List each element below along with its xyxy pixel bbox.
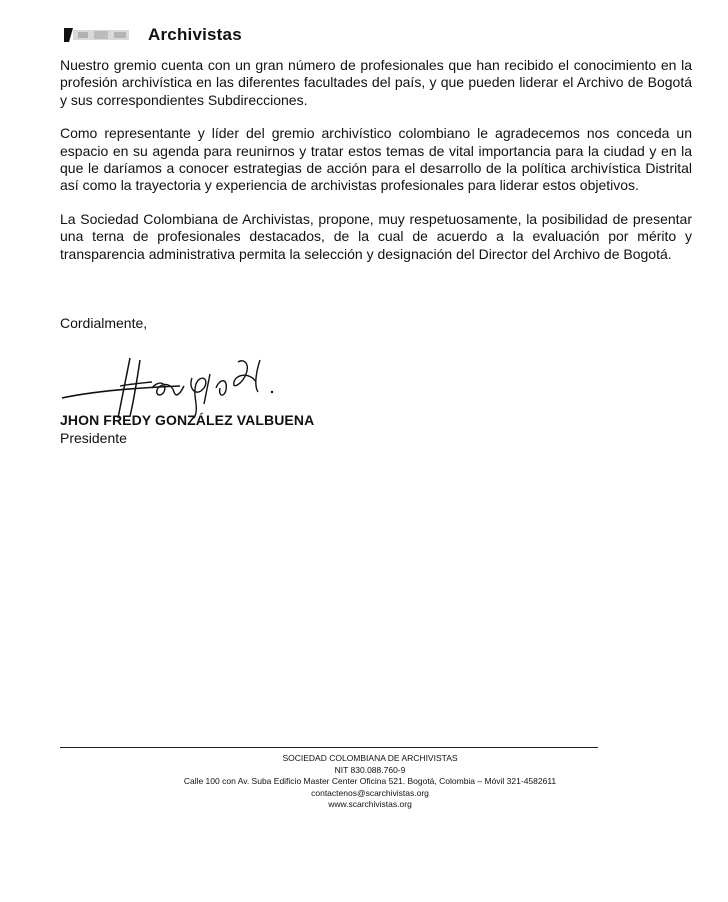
paragraph-3: La Sociedad Colombiana de Archivistas, propone, muy respetuosamente, la posibilidad de presentar una terna de profesionales destacados, de la cual de acuerdo a la evaluación por mérito y transparencia administrativa permita la selección y designación del Director del Archivo de Bogotá. (60, 210, 692, 262)
paragraph-1: Nuestro gremio cuenta con un gran número de profesionales que han recibido el conocimiento en la profesión archivística en las diferentes facultades del país, y que pueden liderar el Archivo de Bogotá y sus correspondientes Subdirecciones. (60, 57, 692, 108)
footer-org: SOCIEDAD COLOMBIANA DE ARCHIVISTAS (282, 753, 458, 763)
footer (60, 753, 680, 811)
signer-name: JHON FREDY GONZÁLEZ VALBUENA (60, 412, 315, 428)
footer-nit: NIT 830.088.760-9 (334, 764, 406, 775)
footer-email-link[interactable]: contactenos@scarchivistas.org (311, 787, 429, 798)
footer-address: Calle 100 con Av. Suba Edificio Master Center Oficina 521. Bogotá, Colombia – Móvil 321-4582611 (183, 776, 557, 786)
letter-body (60, 57, 692, 279)
signer-title: Presidente (60, 430, 127, 446)
footer-divider (60, 747, 598, 748)
closing-salutation: Cordialmente, (60, 315, 148, 331)
org-name: Archivistas (148, 25, 242, 44)
footer-website-link[interactable]: www.scarchivistas.org (328, 799, 412, 809)
letterhead (64, 24, 242, 46)
paragraph-2: Como representante y líder del gremio archivístico colombiano le agradecemos nos conceda un espacio en su agenda para reunirnos y tratar estos temas de vital importancia para la ciudad y en la que le daríamos a conocer estrategias de acción para el desarrollo de la política archivística Distrital así como la trayectoria y experiencia de archivistas profesionales para liderar estos objetivos. (60, 125, 692, 194)
archive-logo-mark-icon (64, 27, 134, 43)
